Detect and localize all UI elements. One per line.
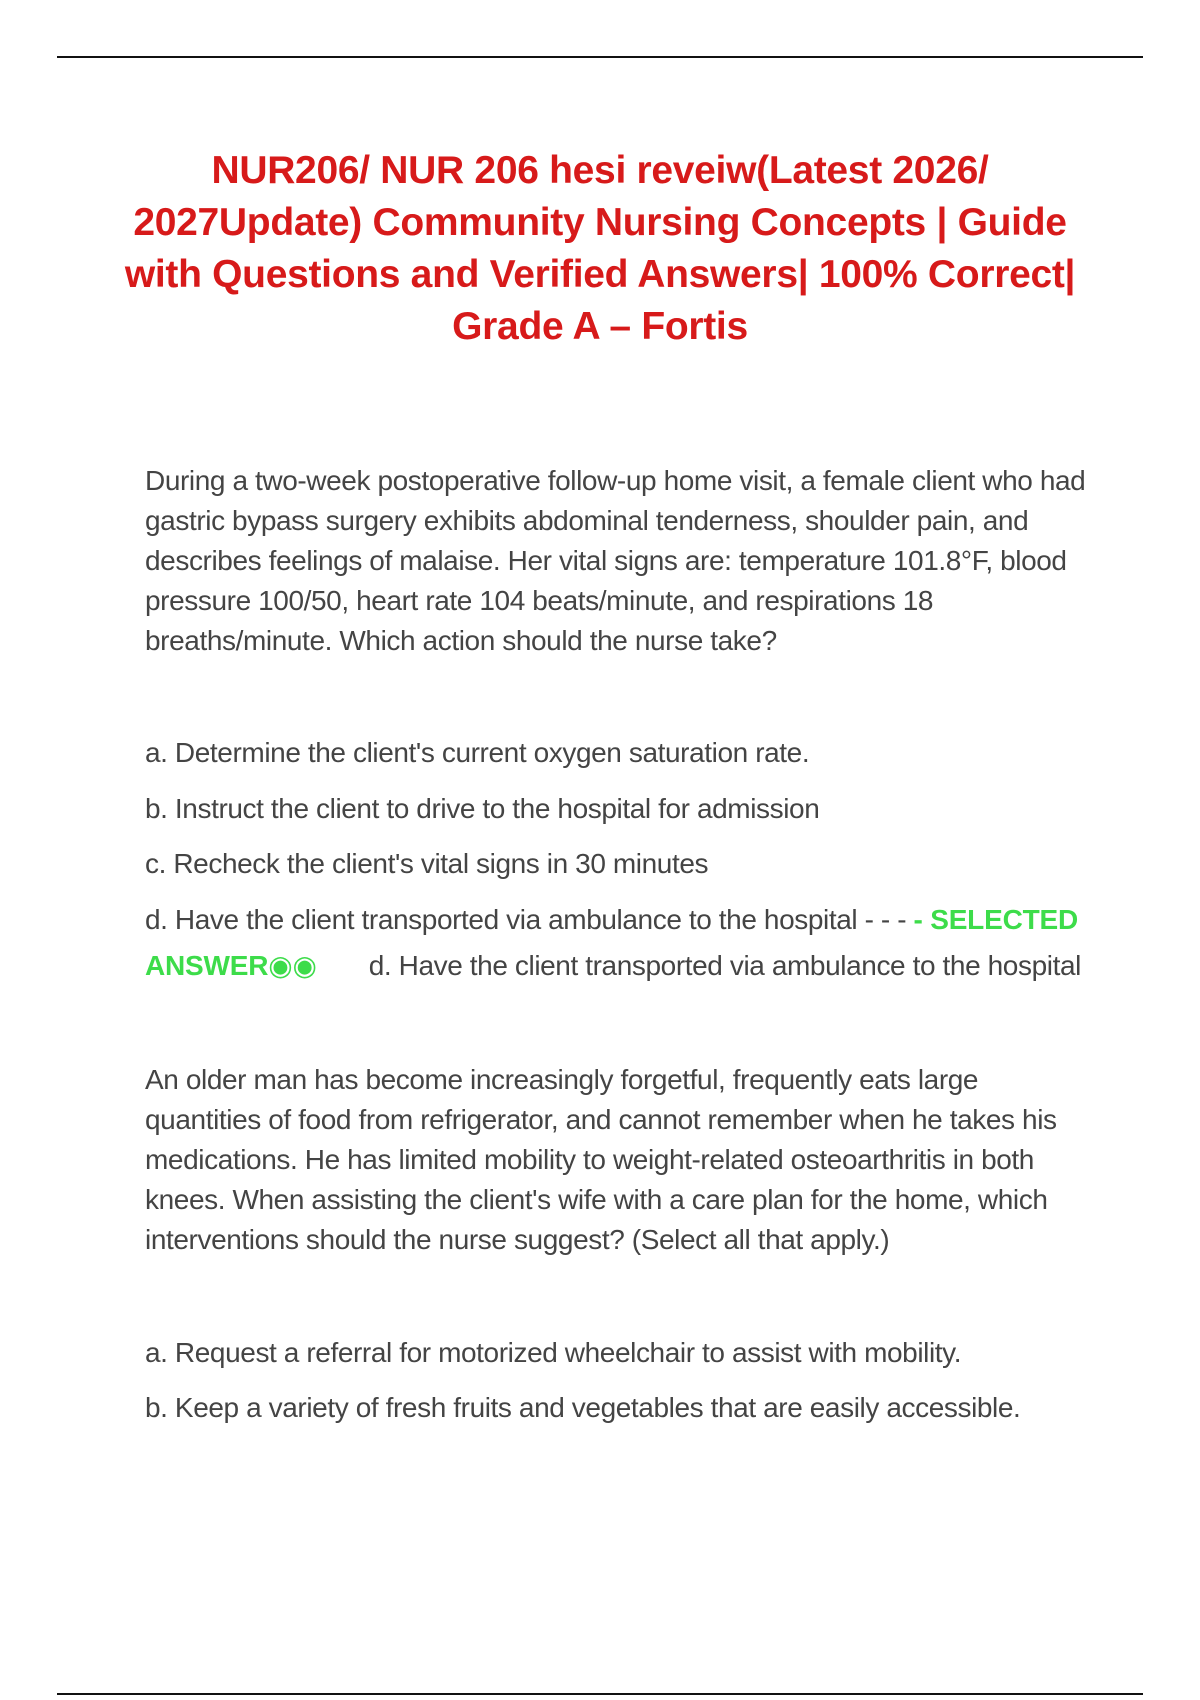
top-rule — [57, 56, 1143, 58]
question-1-answer-text: d. Have the client transported via ambulance to the hospital — [368, 950, 1081, 981]
question-1-option-d — [145, 900, 1090, 940]
question-2-option-a: a. Request a referral for motorized wheelchair to assist with mobility. — [145, 1337, 962, 1368]
question-1-option-a: a. Determine the client's current oxygen saturation rate. — [145, 737, 810, 768]
answer-label: ANSWER◉◉ — [145, 950, 317, 981]
document-title: NUR206/ NUR 206 hesi reveiw(Latest 2026/ 2027Update) Community Nursing Concepts | Guide with Questions and Verified Answers| 100% Correct| Grade A – Fortis — [124, 149, 1076, 348]
question-1-option-c: c. Recheck the client's vital signs in 30 minutes — [145, 848, 709, 879]
bottom-rule — [57, 1693, 1143, 1695]
question-1-option-d-text: d. Have the client transported via ambulance to the hospital - - - — [145, 904, 907, 935]
question-1-option-b: b. Instruct the client to drive to the hospital for admission — [145, 793, 820, 824]
question-1-answer-line — [145, 946, 1090, 986]
question-2-option-b: b. Keep a variety of fresh fruits and vegetables that are easily accessible. — [145, 1392, 1021, 1423]
selected-label: - SELECTED — [913, 904, 1078, 935]
question-1-text: During a two-week postoperative follow-up home visit, a female client who had gastric bypass surgery exhibits abdominal tenderness, shoulder pain, and describes feelings of malaise. Her vital signs are: temperature 101.8°F, blood pressure 100/50, heart rate 104 beats/minute, and respirations 18 breaths/minute. Which action should the nurse take? — [145, 465, 1086, 656]
question-2-text: An older man has become increasingly forgetful, frequently eats large quantities of food from refrigerator, and cannot remember when he takes his medications. He has limited mobility to weight-related osteoarthritis in both knees. When assisting the client's wife with a care plan for the home, which interventions should the nurse suggest? (Select all that apply.) — [145, 1064, 1057, 1255]
